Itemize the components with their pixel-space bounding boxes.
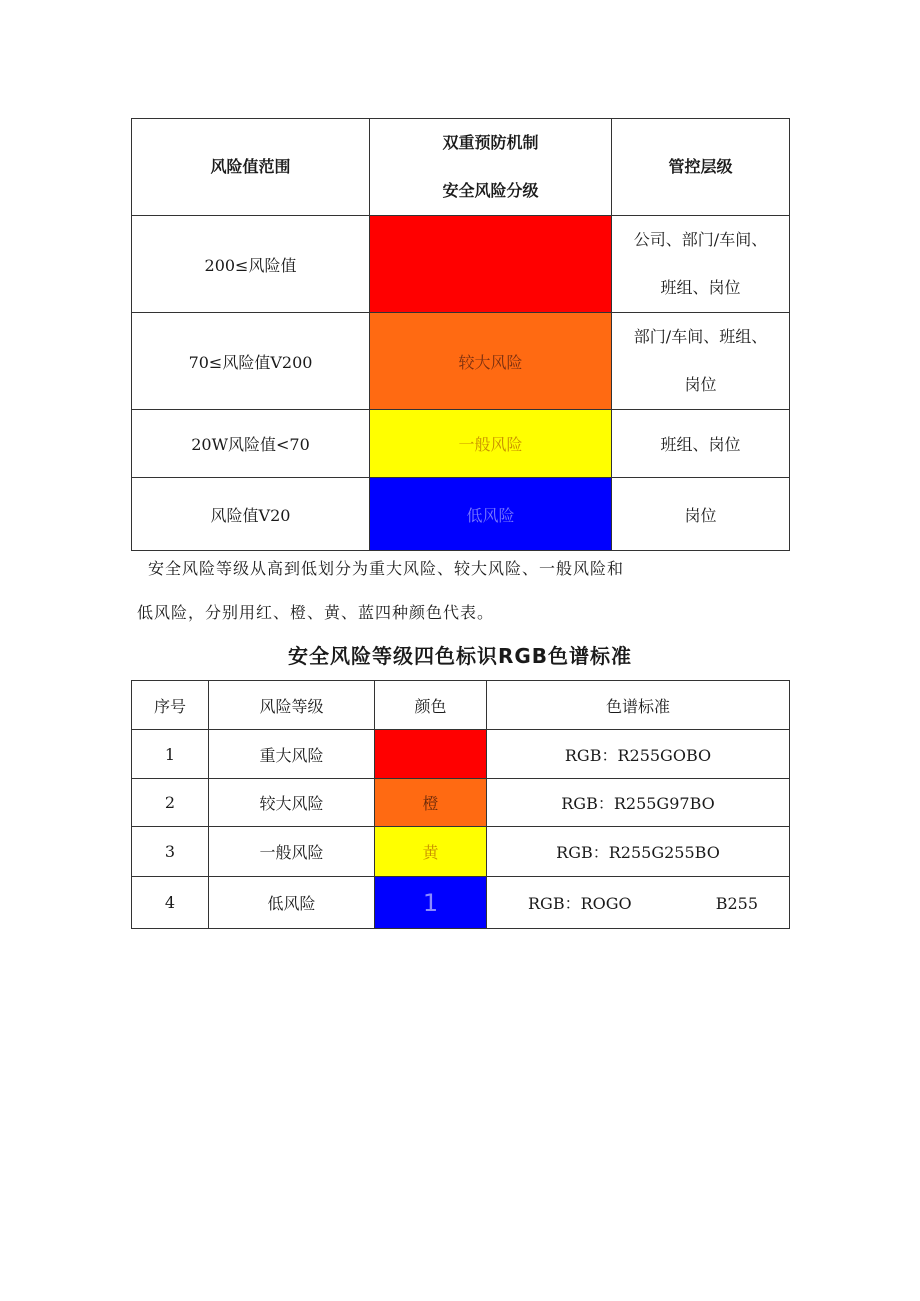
control-cell: 岗位	[612, 478, 790, 551]
rgb-standard-table	[131, 680, 790, 929]
paragraph-line2: 低风险，分别用红、橙、黄、蓝四种颜色代表。	[137, 603, 495, 622]
header-no: 序号	[132, 681, 209, 730]
rgb-cell	[487, 877, 790, 929]
rgb-value: RGB：R255G255BO	[556, 843, 720, 862]
risk-color-cell: 低风险	[370, 478, 612, 551]
header-range: 风险值范围	[132, 119, 370, 216]
color-swatch: 橙	[375, 779, 487, 827]
header-level: 风险等级	[209, 681, 375, 730]
table1-header-row	[132, 119, 790, 216]
rgb-cell	[487, 779, 790, 827]
color-swatch: 黄	[375, 827, 487, 877]
table2-row	[132, 827, 790, 877]
rgb-cell	[487, 730, 790, 779]
table2-header-row	[132, 681, 790, 730]
control-cell	[612, 313, 790, 410]
table1-row	[132, 478, 790, 551]
header-spectrum: 色谱标准	[487, 681, 790, 730]
paragraph-line1: 安全风险等级从高到低划分为重大风险、较大风险、一般风险和	[148, 559, 625, 578]
table2-row	[132, 877, 790, 929]
header-mechanism-line1: 双重预防机制	[442, 133, 539, 152]
rgb-cell	[487, 827, 790, 877]
no-cell: 4	[132, 877, 209, 929]
control-cell: 班组、岗位	[612, 410, 790, 478]
range-cell: 20W风险值<70	[132, 410, 370, 478]
control-line1: 公司、部门/车间、	[633, 230, 768, 249]
no-cell: 1	[132, 730, 209, 779]
level-cell: 一般风险	[209, 827, 375, 877]
control-line2: 班组、岗位	[660, 278, 741, 297]
control-cell	[612, 216, 790, 313]
level-cell: 较大风险	[209, 779, 375, 827]
risk-grading-table	[131, 118, 790, 551]
section-title: 安全风险等级四色标识RGB色谱标准	[287, 644, 633, 668]
header-mechanism-line2: 安全风险分级	[442, 181, 539, 200]
header-color: 颜色	[375, 681, 487, 730]
rgb-value: RGB：R255G97BO	[561, 794, 715, 813]
risk-color-cell: 较大风险	[370, 313, 612, 410]
color-swatch	[375, 730, 487, 779]
table2-row	[132, 779, 790, 827]
table1-row	[132, 410, 790, 478]
table1-row	[132, 313, 790, 410]
range-cell: 风险值V20	[132, 478, 370, 551]
rgb-value: RGB：R255GOBO	[564, 745, 712, 765]
range-cell: 200≤风险值	[132, 216, 370, 313]
header-mechanism	[370, 119, 612, 216]
range-cell: 70≤风险值V200	[132, 313, 370, 410]
level-cell: 低风险	[209, 877, 375, 929]
header-control: 管控层级	[612, 119, 790, 216]
control-line1: 部门/车间、班组、	[633, 327, 768, 346]
color-swatch: 1	[375, 877, 487, 929]
control-line2: 岗位	[684, 375, 717, 394]
no-cell: 2	[132, 779, 209, 827]
no-cell: 3	[132, 827, 209, 877]
rgb-extra: B255	[715, 894, 758, 913]
table1-row	[132, 216, 790, 313]
risk-color-cell: 一般风险	[370, 410, 612, 478]
risk-color-cell	[370, 216, 612, 313]
rgb-value: RGB：ROGO	[528, 894, 632, 913]
table2-row	[132, 730, 790, 779]
level-cell: 重大风险	[209, 730, 375, 779]
